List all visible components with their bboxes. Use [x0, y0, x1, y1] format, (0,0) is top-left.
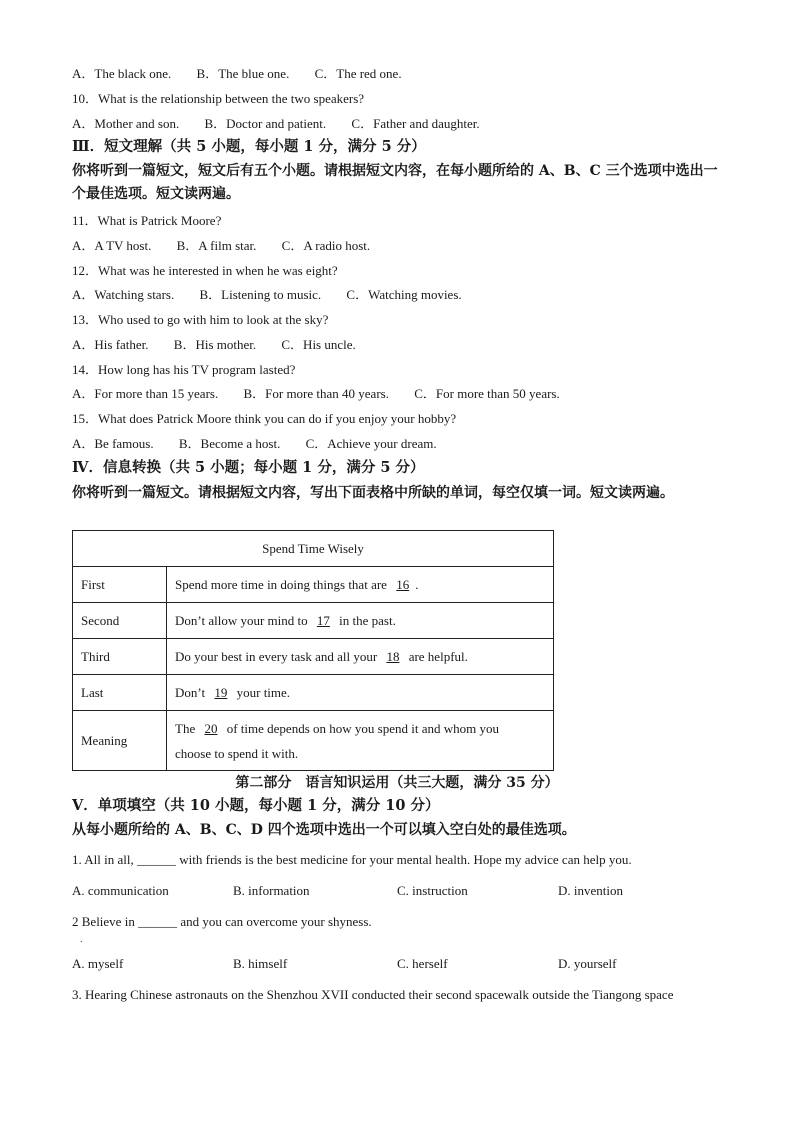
section-3-heading: Ⅲ．短文理解（共 5 小题，每小题 1 分，满分 5 分）	[72, 138, 426, 155]
option: A．Watching stars.	[72, 287, 175, 302]
q11-options	[72, 238, 392, 254]
row-content: Don’t 19 your time.	[167, 675, 554, 711]
option: A. communication	[72, 883, 169, 898]
row-label: First	[73, 567, 167, 603]
question-12: 12．What was he interested in when he was eight?	[72, 263, 338, 278]
row-label: Last	[73, 675, 167, 711]
stray-dot: ．	[80, 935, 88, 944]
option: C．The red one.	[314, 66, 402, 81]
option: A．His father.	[72, 337, 149, 352]
q10-options	[72, 116, 502, 132]
q14-options	[72, 386, 582, 402]
question-10: 10．What is the relationship between the two speakers?	[72, 91, 365, 106]
option: A．A TV host.	[72, 238, 152, 253]
option: B. himself	[233, 956, 288, 971]
option: B．Doctor and patient.	[204, 116, 327, 131]
q12-options	[72, 287, 484, 303]
part-2-title: 第二部分 语言知识运用（共三大题，满分 35 分）	[235, 775, 559, 791]
option: C. instruction	[397, 883, 468, 898]
section-5-heading: Ⅴ．单项填空（共 10 小题，每小题 1 分，满分 10 分）	[72, 797, 440, 814]
option: B．For more than 40 years.	[243, 386, 389, 401]
answer-blank: 17	[316, 612, 330, 628]
row-label: Second	[73, 603, 167, 639]
option: B．The blue one.	[196, 66, 290, 81]
option: B．Listening to music.	[199, 287, 322, 302]
option: A．Be famous.	[72, 436, 154, 451]
question-2: 2 Believe in ______ and you can overcome your shyness.	[72, 914, 372, 929]
question-13: 13．Who used to go with him to look at the sky?	[72, 312, 329, 327]
q15-options	[72, 436, 459, 452]
info-table	[72, 530, 554, 771]
option: C．A radio host.	[281, 238, 371, 253]
option: B．Become a host.	[178, 436, 281, 451]
question-1: 1. All in all, ______ with friends is the best medicine for your mental health. Hope my advice can help you.	[72, 852, 632, 867]
question-15: 15．What does Patrick Moore think you can do if you enjoy your hobby?	[72, 411, 457, 426]
table-title: Spend Time Wisely	[73, 531, 554, 567]
row-label: Third	[73, 639, 167, 675]
option: C．His uncle.	[281, 337, 356, 352]
option: B. information	[233, 883, 310, 898]
answer-blank: 20	[204, 720, 218, 736]
row-label: Meaning	[73, 711, 167, 771]
table-row	[73, 711, 554, 771]
answer-blank: 19	[214, 684, 228, 700]
option: A. myself	[72, 956, 124, 971]
option: A．The black one.	[72, 66, 172, 81]
q13-options	[72, 337, 378, 353]
question-3: 3. Hearing Chinese astronauts on the Shenzhou XVII conducted their second spacewalk outside the Tiangong space	[72, 987, 674, 1002]
option: D. invention	[558, 883, 623, 898]
row-content: Don’t allow your mind to 17 in the past.	[167, 603, 554, 639]
option: B．His mother.	[173, 337, 257, 352]
option: C．Father and daughter.	[351, 116, 480, 131]
option: C．Watching movies.	[346, 287, 462, 302]
option: C．Achieve your dream.	[305, 436, 437, 451]
answer-blank: 18	[386, 648, 400, 664]
option: C. herself	[397, 956, 448, 971]
table-row	[73, 639, 554, 675]
question-11: 11．What is Patrick Moore?	[72, 213, 222, 228]
option: B．A film star.	[176, 238, 257, 253]
table-row	[73, 603, 554, 639]
option: A．For more than 15 years.	[72, 386, 219, 401]
q9-options	[72, 66, 424, 82]
option: C．For more than 50 years.	[414, 386, 560, 401]
row-content: Spend more time in doing things that are 16 .	[167, 567, 554, 603]
row-content: Do your best in every task and all your 18 are helpful.	[167, 639, 554, 675]
question-14: 14．How long has his TV program lasted?	[72, 362, 296, 377]
row-content: The 20 of time depends on how you spend it and whom you choose to spend it with.	[167, 711, 554, 771]
answer-blank: 16	[396, 576, 410, 592]
option: A．Mother and son.	[72, 116, 180, 131]
section-3-instruction: 你将听到一篇短文，短文后有五个小题。请根据短文内容，在每小题所给的 A、B、C 三个选项中选出一个最佳选项。短文读两遍。	[72, 163, 718, 202]
option: D. yourself	[558, 956, 617, 971]
table-row	[73, 567, 554, 603]
section-4-heading: Ⅳ．信息转换（共 5 小题；每小题 1 分，满分 5 分）	[72, 459, 425, 476]
table-header-row	[73, 531, 554, 567]
section-4-instruction: 你将听到一篇短文。请根据短文内容，写出下面表格中所缺的单词，每空仅填一词。短文读两遍。	[72, 485, 674, 501]
table-row	[73, 675, 554, 711]
section-5-instruction: 从每小题所给的 A、B、C、D 四个选项中选出一个可以填入空白处的最佳选项。	[72, 822, 576, 838]
